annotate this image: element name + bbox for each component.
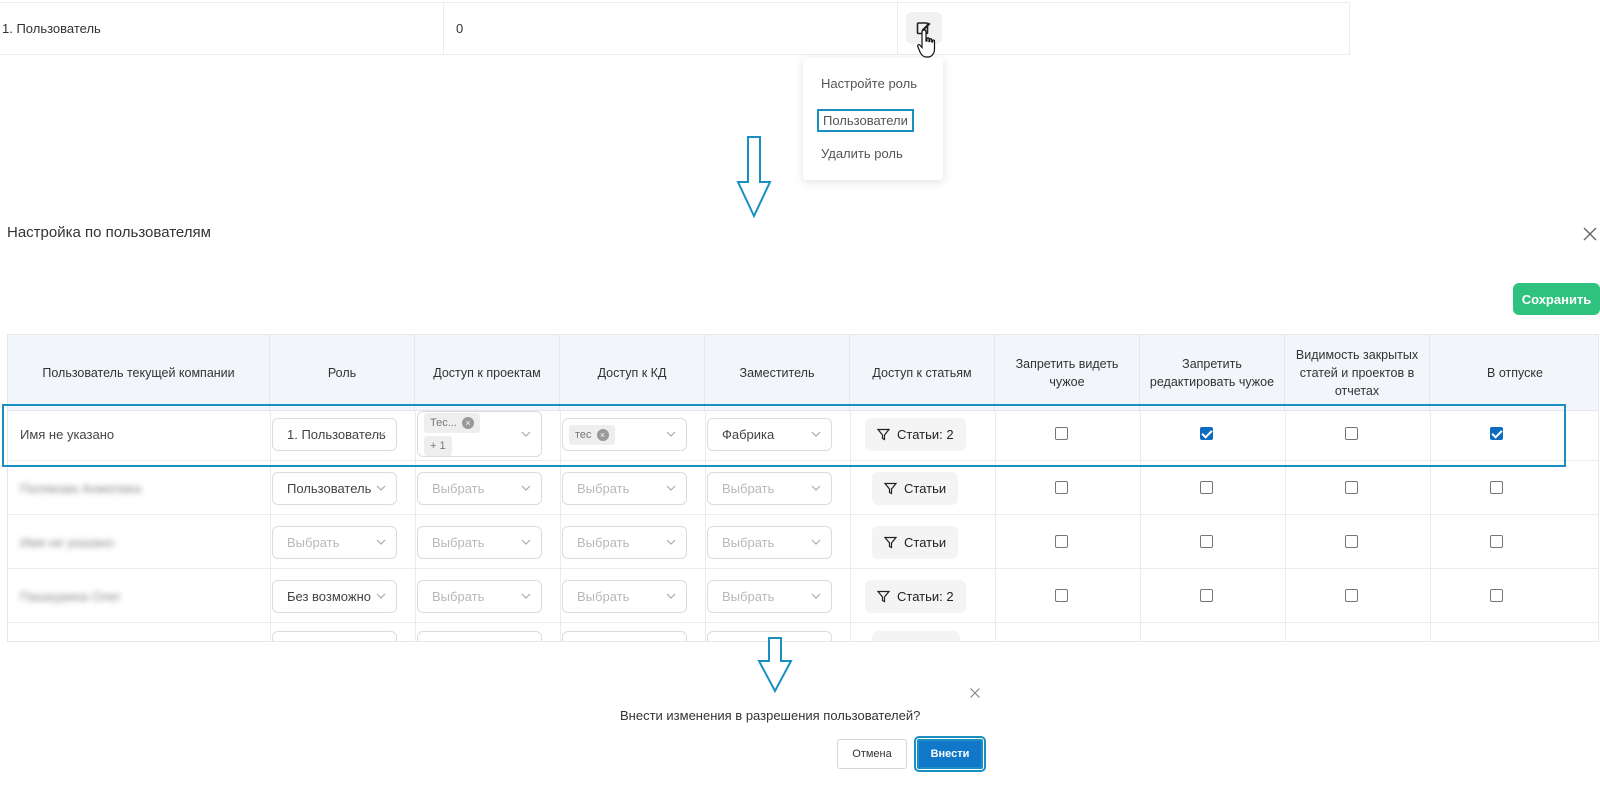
role-select[interactable]: 1. Пользователь [272, 418, 397, 451]
kd-select[interactable]: Выбрать [562, 472, 687, 505]
user-name: Имя не указано [20, 534, 115, 550]
vacation-checkbox[interactable] [1490, 481, 1503, 494]
kd-select[interactable]: Выбрать [562, 526, 687, 559]
apply-button[interactable]: Внести [917, 739, 983, 769]
col-role: Роль [270, 335, 415, 411]
table-row [8, 515, 1598, 569]
col-projects: Доступ к проектам [415, 335, 560, 411]
role-select[interactable]: Пользователь [272, 472, 397, 505]
deputy-select[interactable]: Выбрать [707, 580, 832, 613]
visibility-checkbox[interactable] [1345, 589, 1358, 602]
cancel-button[interactable]: Отмена [837, 739, 907, 769]
kd-tag: тес × [569, 425, 615, 445]
table-row [8, 569, 1598, 623]
roles-table-row [0, 2, 1350, 55]
role-count-cell [444, 3, 898, 54]
col-visibility: Видимость закрытых статей и проектов в отчетах [1285, 335, 1430, 411]
menu-item-users[interactable]: Пользователи [817, 109, 914, 132]
role-select[interactable] [272, 631, 397, 642]
role-select[interactable]: Выбрать [272, 526, 397, 559]
filter-icon [884, 536, 897, 549]
chevron-down-icon [376, 485, 386, 492]
col-deny-view: Запретить видеть чужое [995, 335, 1140, 411]
hand-pointer-icon [916, 28, 942, 60]
col-articles: Доступ к статьям [850, 335, 995, 411]
chevron-down-icon [666, 539, 676, 546]
project-tag: Тес... × [424, 413, 480, 433]
visibility-checkbox[interactable] [1345, 481, 1358, 494]
filter-icon [877, 590, 890, 603]
menu-item-configure-role[interactable]: Настройте роль [821, 76, 917, 91]
chevron-down-icon [811, 539, 821, 546]
articles-filter-button[interactable]: Статьи [872, 526, 958, 559]
deputy-select[interactable]: Выбрать [707, 472, 832, 505]
col-kd: Доступ к КД [560, 335, 705, 411]
projects-select[interactable]: Выбрать [417, 472, 542, 505]
articles-filter-button[interactable]: Статьи: 2 [865, 580, 966, 613]
user-name: Полякова Анжелика [20, 480, 141, 496]
col-vacation: В отпуске [1487, 365, 1543, 380]
chevron-down-icon [666, 485, 676, 492]
deny-view-checkbox[interactable] [1055, 481, 1068, 494]
deny-edit-checkbox[interactable] [1200, 535, 1213, 548]
close-icon[interactable] [1582, 226, 1598, 242]
user-name: Пашкурина Олег [20, 588, 122, 604]
kd-select[interactable]: Выбрать [562, 580, 687, 613]
col-deny-edit: Запретить редактировать чужое [1140, 335, 1285, 411]
role-select[interactable]: Без возможно [272, 580, 397, 613]
confirm-question: Внести изменения в разрешения пользователей? [620, 708, 921, 723]
chevron-down-icon [376, 593, 386, 600]
menu-item-delete-role[interactable]: Удалить роль [821, 146, 903, 161]
arrow-down-icon [736, 136, 772, 218]
vacation-checkbox[interactable] [1490, 589, 1503, 602]
remove-tag-icon[interactable]: × [462, 417, 474, 429]
projects-select[interactable]: Выбрать [417, 526, 542, 559]
vacation-checkbox[interactable] [1490, 535, 1503, 548]
col-user: Пользователь текущей компании [8, 335, 270, 411]
deny-edit-checkbox[interactable] [1200, 589, 1213, 602]
modal-title: Настройка по пользователям [7, 224, 211, 241]
role-name: 1. Пользователь [2, 21, 101, 36]
projects-select[interactable] [417, 631, 542, 642]
save-button[interactable]: Сохранить [1513, 283, 1600, 315]
arrow-down-icon [757, 637, 793, 693]
kd-select[interactable] [562, 631, 687, 642]
chevron-down-icon [666, 593, 676, 600]
table-row [8, 461, 1598, 515]
visibility-checkbox[interactable] [1345, 535, 1358, 548]
deny-edit-checkbox[interactable] [1200, 481, 1213, 494]
role-name-cell [2, 3, 444, 54]
deputy-select[interactable]: Выбрать [707, 526, 832, 559]
highlighted-row-frame [2, 404, 1566, 467]
role-user-count: 0 [456, 21, 464, 36]
articles-filter-button[interactable] [872, 631, 960, 642]
user-name: Имя не указано [20, 426, 115, 442]
projects-select[interactable]: Выбрать [417, 580, 542, 613]
deny-view-checkbox[interactable] [1055, 535, 1068, 548]
articles-filter-button[interactable]: Статьи [872, 472, 958, 505]
col-deputy: Заместитель [705, 335, 850, 411]
table-row [8, 623, 1598, 642]
chevron-down-icon [521, 539, 531, 546]
table-header [8, 335, 1598, 411]
articles-filter-button[interactable]: Статьи: 2 [865, 418, 966, 451]
chevron-down-icon [811, 485, 821, 492]
filter-icon [884, 482, 897, 495]
chevron-down-icon [376, 539, 386, 546]
close-icon[interactable] [969, 687, 981, 699]
remove-tag-icon[interactable]: × [597, 429, 609, 441]
chevron-down-icon [521, 593, 531, 600]
deputy-select[interactable]: Фабрика [707, 418, 832, 451]
user-permissions-table [7, 334, 1599, 642]
deny-view-checkbox[interactable] [1055, 589, 1068, 602]
chevron-down-icon [521, 485, 531, 492]
project-tag-more: + 1 [424, 436, 452, 456]
role-context-menu [803, 58, 943, 180]
chevron-down-icon [811, 593, 821, 600]
